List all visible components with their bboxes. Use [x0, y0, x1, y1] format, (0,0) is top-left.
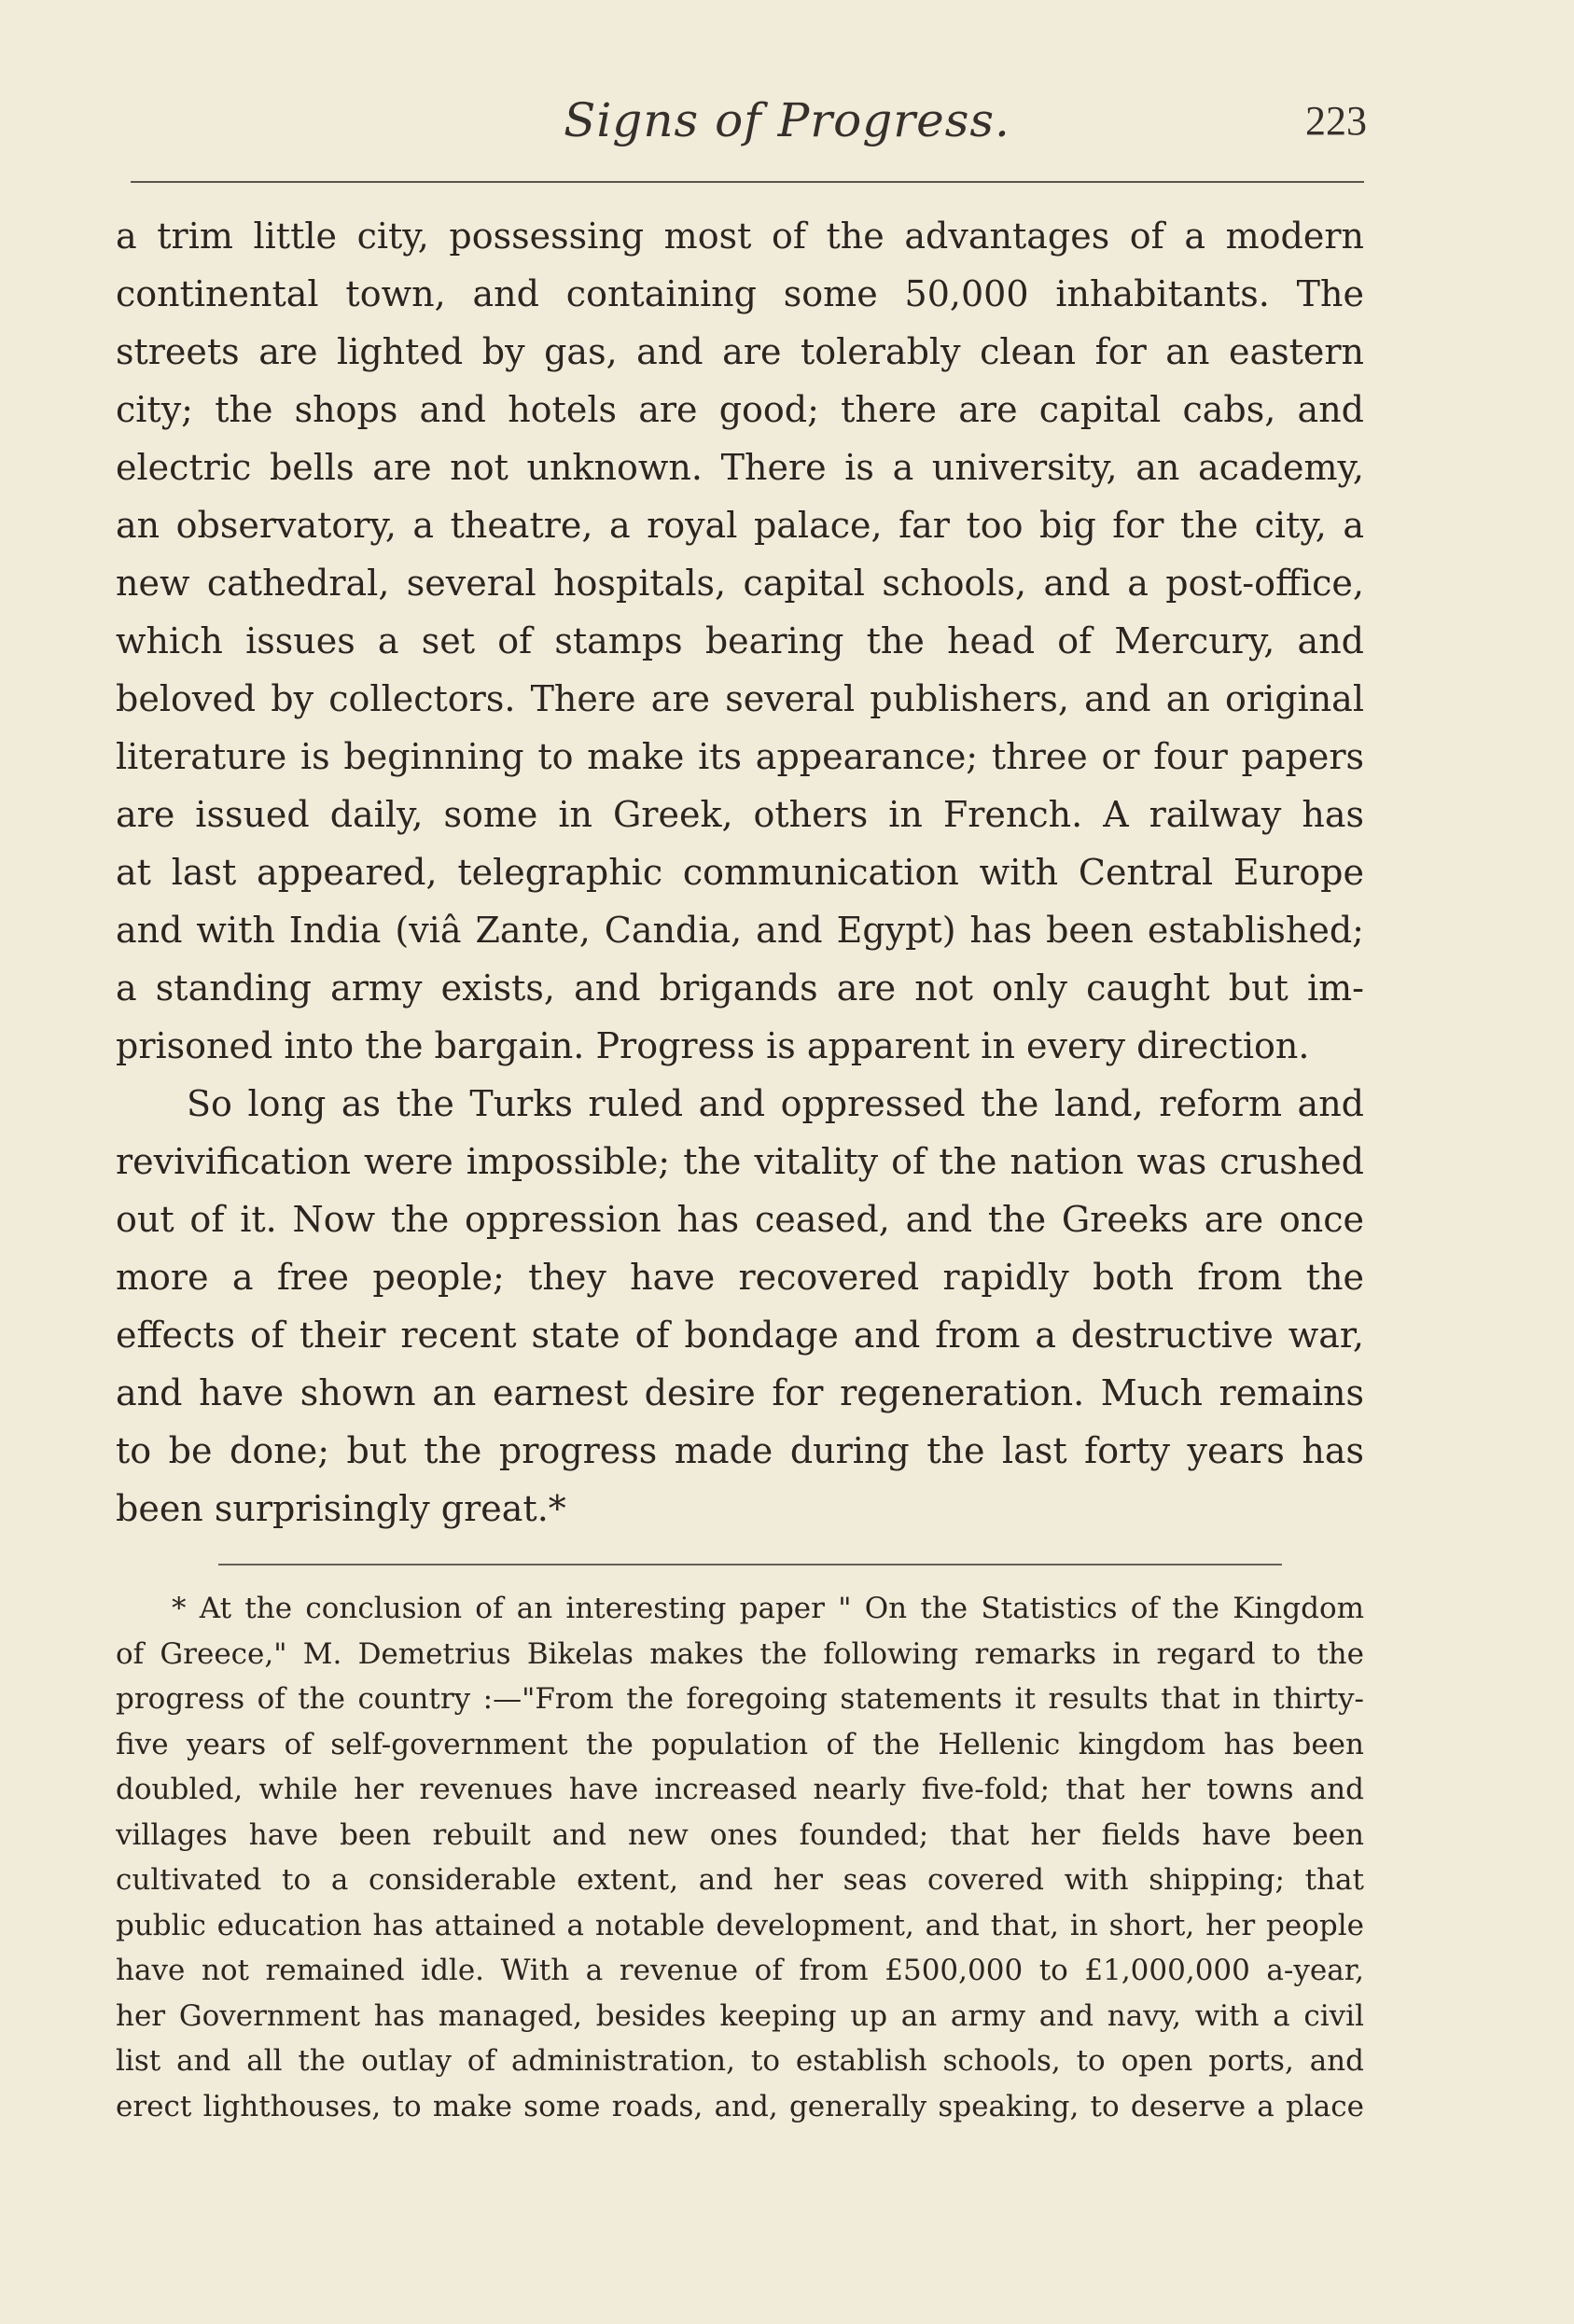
page-number: 223	[1305, 98, 1367, 144]
header-rule	[131, 181, 1364, 183]
body-line: out of it. Now the oppression has ceased, and the Greeks are once	[116, 1199, 1364, 1240]
body-line: to be done; but the progress made during the last forty years has	[116, 1430, 1364, 1471]
footnote-line: doubled, while her revenues have increased nearly five-fold; that her towns and	[116, 1773, 1364, 1806]
footnote-line: * At the conclusion of an interesting paper " On the Statistics of the Kingdom	[172, 1592, 1364, 1625]
footnote	[116, 1586, 1364, 2129]
body-line: been surprisingly great.*	[116, 1488, 566, 1529]
body-line: and have shown an earnest desire for regeneration. Much remains	[116, 1372, 1364, 1413]
footnote-line: villages have been rebuilt and new ones founded; that her fields have been	[116, 1817, 1364, 1852]
footnote-rule	[218, 1564, 1282, 1566]
footnote-line: erect lighthouses, to make some roads, and, generally speaking, to deserve a place	[116, 2089, 1364, 2123]
body-line: streets are lighted by gas, and are tolerably clean for an eastern	[116, 331, 1364, 372]
body-line: So long as the Turks ruled and oppressed the land, reform and	[187, 1083, 1364, 1124]
footnote-line: five years of self-government the population of the Hellenic kingdom has been	[116, 1727, 1364, 1761]
footnote-line: progress of the country :—"From the foregoing statements it results that in thirty-	[116, 1682, 1364, 1716]
body-line: a trim little city, possessing most of the advantages of a modern	[116, 216, 1364, 257]
body-line: prisoned into the bargain. Progress is apparent in every direction.	[116, 1025, 1310, 1066]
body-line: an observatory, a theatre, a royal palace, far too big for the city, a	[116, 505, 1364, 546]
body-line: literature is beginning to make its appearance; three or four papers	[116, 736, 1364, 777]
running-title: Signs of Progress.	[564, 93, 1010, 147]
body-line: city; the shops and hotels are good; there are capital cabs, and	[116, 389, 1364, 430]
body-line: a standing army exists, and brigands are not only caught but im-	[116, 967, 1364, 1009]
running-head	[0, 93, 1574, 168]
body-line: more a free people; they have recovered rapidly both from the	[116, 1257, 1364, 1298]
body-line: at last appeared, telegraphic communication with Central Europe	[116, 852, 1364, 893]
footnote-line: her Government has managed, besides keeping up an army and navy, with a civil	[116, 1998, 1364, 2033]
footnote-line: cultivated to a considerable extent, and her seas covered with shipping; that	[116, 1863, 1364, 1897]
footnote-line: list and all the outlay of administration, to establish schools, to open ports, and	[116, 2044, 1364, 2078]
footnote-line: of Greece," M. Demetrius Bikelas makes the following remarks in regard to the	[116, 1636, 1364, 1671]
body-line: continental town, and containing some 50,000 inhabitants. The	[116, 273, 1364, 314]
footnote-line: have not remained idle. With a revenue of from £500,000 to £1,000,000 a-year,	[116, 1954, 1364, 1987]
body-line: new cathedral, several hospitals, capital schools, and a post-office,	[116, 563, 1364, 604]
body-line: revivification were impossible; the vitality of the nation was crushed	[116, 1141, 1364, 1182]
body-line: effects of their recent state of bondage and from a destructive war,	[116, 1315, 1364, 1356]
footnote-line: public education has attained a notable development, and that, in short, her people	[116, 1908, 1364, 1942]
body-line: beloved by collectors. There are several publishers, and an original	[116, 678, 1364, 719]
body-line: electric bells are not unknown. There is a university, an academy,	[116, 447, 1364, 488]
body-line: which issues a set of stamps bearing the head of Mercury, and	[116, 620, 1364, 661]
body-line: are issued daily, some in Greek, others in French. A railway has	[116, 794, 1364, 835]
body-line: and with India (viâ Zante, Candia, and Egypt) has been established;	[116, 910, 1364, 951]
body-text	[116, 207, 1364, 1538]
